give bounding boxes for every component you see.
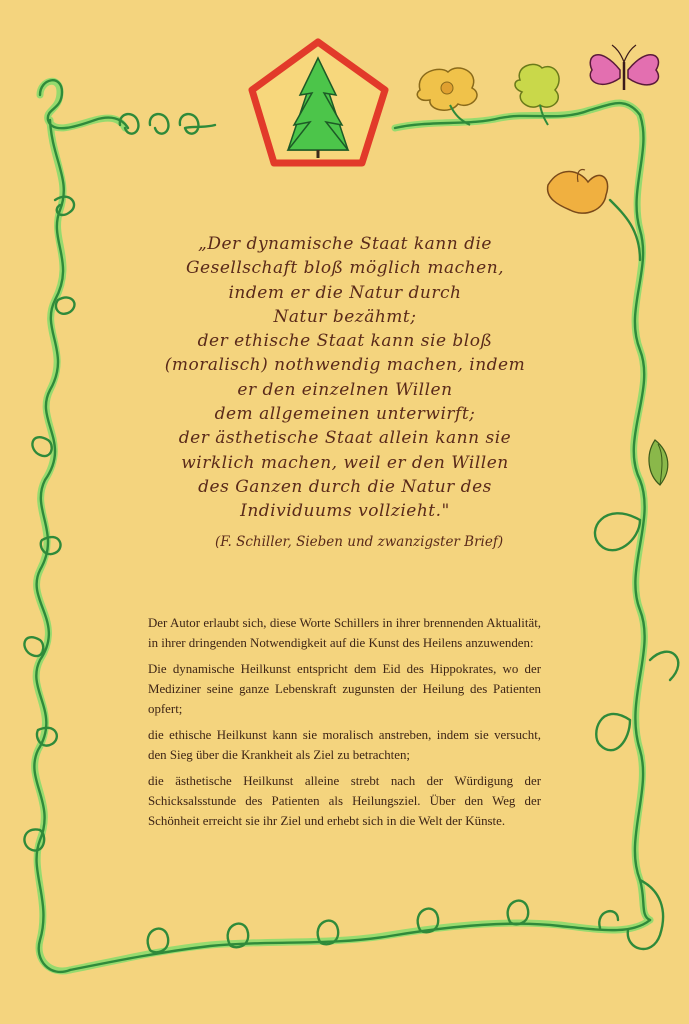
body-text (148, 613, 541, 837)
pentagon-tree-emblem (252, 42, 385, 163)
paragraph: Die dynamische Heilkunst entspricht dem Eid des Hippokrates, wo der Mediziner seine ganze Lebenskraft zugunsten der Heilung des Patienten opfert; (148, 662, 541, 716)
quote-line: (moralisch) nothwendig machen, indem (164, 355, 526, 376)
quote-line: der ästhetische Staat allein kann sie (178, 428, 512, 449)
wheat-icon (649, 440, 668, 485)
quote-line: des Ganzen durch die Natur des (198, 476, 492, 497)
quote-line: Gesellschaft bloß möglich machen, (185, 258, 505, 279)
quote-line: er den einzelnen Willen (237, 379, 453, 400)
quote-line: dem allgemeinen unterwirft; (214, 404, 476, 425)
quote-line: der ethische Staat kann sie bloß (197, 331, 493, 352)
paragraph: die ästhetische Heilkunst alleine strebt nach der Würdigung der Schicksalsstunde des Patienten als Heilungsziel. Über den Weg der Schönheit erreicht sie ihr Ziel und erhebt sich in die Welt der Künste. (148, 774, 541, 828)
butterfly-icon (590, 45, 658, 90)
quote-line: Natur bezähmt; (273, 306, 417, 327)
quote-line: „Der dynamische Staat kann die (198, 234, 492, 254)
paragraph: die ethische Heilkunst kann sie moralisch anstreben, indem sie versucht, den Sieg über die Krankheit als Ziel zu betrachten; (148, 728, 541, 762)
paragraph: Der Autor erlaubt sich, diese Worte Schillers in ihrer brennenden Aktualität, in ihrer dringenden Notwendigkeit auf die Kunst des Heilens anzuwenden: (148, 616, 541, 650)
quote-line: wirklich machen, weil er den Willen (181, 452, 509, 473)
bellflower-icon (548, 170, 608, 214)
quote-attribution: (F. Schiller, Sieben und zwanzigster Brief) (215, 534, 504, 550)
flower-icon (417, 68, 477, 125)
schiller-quote (150, 232, 540, 524)
quote-line: Individuums vollzieht." (240, 501, 450, 522)
quote-line: indem er die Natur durch (228, 282, 462, 303)
